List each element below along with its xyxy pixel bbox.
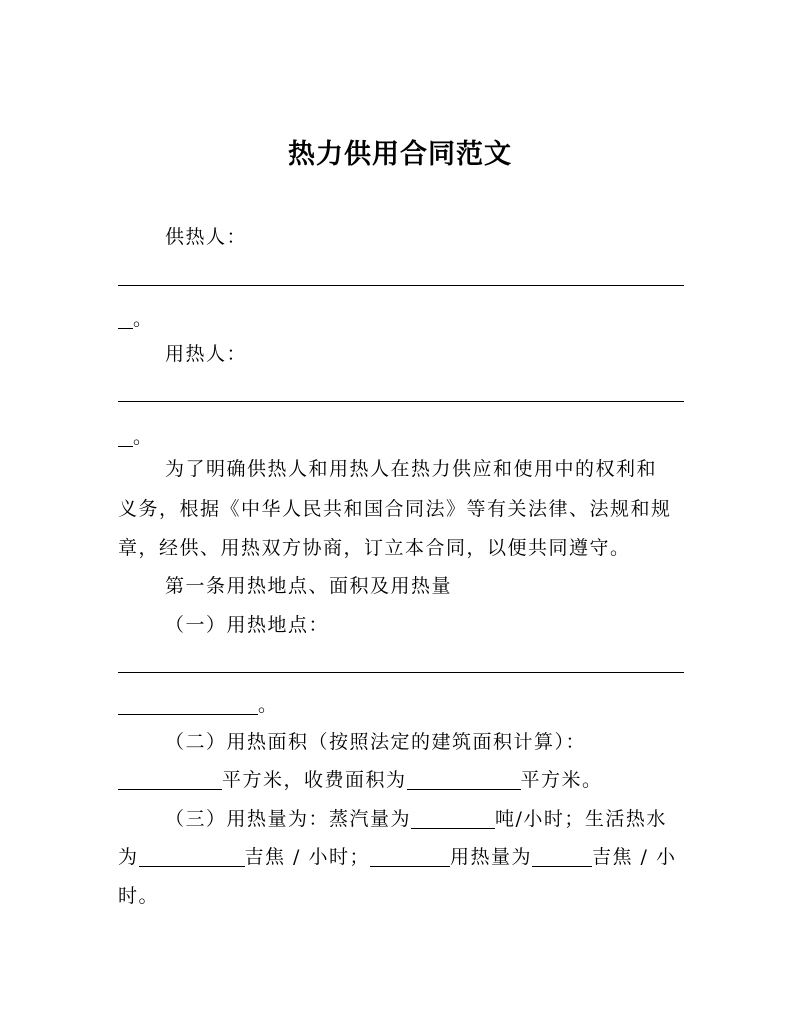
item-2-area-line	[118, 767, 603, 793]
supplier-period: 。	[133, 308, 154, 330]
item-3-line-3: 时。	[118, 885, 160, 907]
user-name-blank	[118, 401, 684, 402]
item-3-line	[165, 806, 667, 832]
supplier-short-blank	[118, 308, 133, 329]
item-3-line-2-prefix: 为	[118, 846, 139, 868]
heat-amount-label: 用热量为	[450, 846, 533, 868]
item-1-label: （一）用热地点：	[165, 614, 330, 636]
user-short-blank	[118, 426, 133, 447]
intro-paragraph-line: 为了明确供热人和用热人在热力供应和使用中的权利和	[165, 458, 658, 480]
heat-unit: 吉焦 / 小	[592, 846, 677, 868]
supplier-line-end	[118, 306, 154, 332]
user-line-end	[118, 424, 154, 450]
intro-paragraph-line: 章，经供、用热双方协商，订立本合同，以便共同遵守。	[118, 537, 631, 559]
user-period: 。	[133, 426, 154, 448]
user-label: 用热人：	[165, 343, 248, 365]
item-1-line-end	[118, 692, 279, 718]
heating-area-unit: 平方米，收费面积为	[222, 769, 407, 791]
document-title: 热力供用合同范文	[288, 139, 512, 170]
article-1-heading: 第一条用热地点、面积及用热量	[165, 575, 453, 597]
supplier-label: 供热人：	[165, 226, 248, 248]
item-1-location-blank	[118, 672, 684, 673]
steam-unit: 吨/小时；生活热水	[495, 808, 667, 830]
item-3-line-2	[118, 844, 677, 870]
item-2-label: （二）用热面积（按照法定的建筑面积计算）：	[165, 731, 587, 753]
heat-type-blank	[370, 846, 450, 867]
item-1-period: 。	[258, 694, 279, 716]
intro-paragraph-line: 义务，根据《中华人民共和国合同法》等有关法律、法规和规	[118, 498, 672, 520]
heating-area-blank	[118, 769, 222, 790]
steam-amount-blank	[411, 808, 495, 829]
billing-area-blank	[407, 769, 521, 790]
billing-area-unit: 平方米。	[520, 769, 603, 791]
supplier-name-blank	[118, 285, 684, 286]
heat-amount-blank	[532, 846, 592, 867]
item-1-location-blank-continued	[118, 694, 258, 715]
hot-water-amount-blank	[139, 846, 245, 867]
hot-water-unit: 吉焦 / 小时；	[244, 846, 370, 868]
item-3-prefix: （三）用热量为：蒸汽量为	[165, 808, 412, 830]
